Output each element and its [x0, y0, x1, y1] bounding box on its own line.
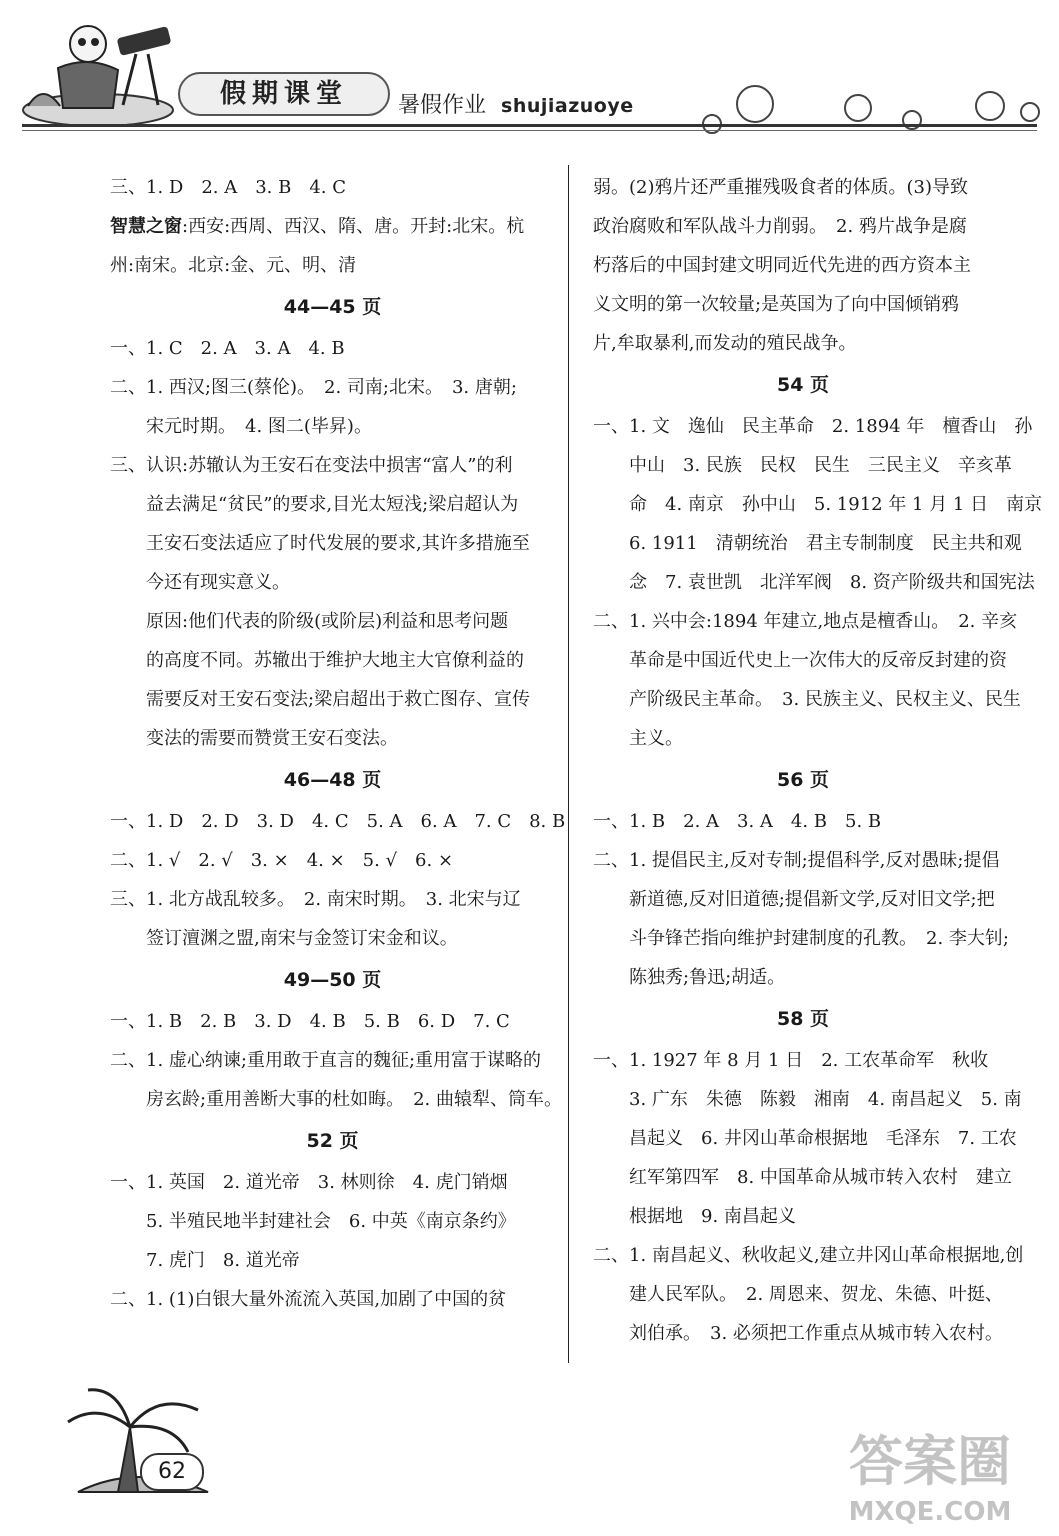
page-header	[0, 0, 1059, 150]
answer-line: 斗争锋芒指向维护封建制度的孔教。 2. 李大钊;	[593, 928, 1009, 949]
header-subtitle-cn: 暑假作业	[398, 93, 487, 118]
answer-line: 3. 广东 朱德 陈毅 湘南 4. 南昌起义 5. 南	[593, 1089, 1022, 1110]
answer-line: 州:南宋。北京:金、元、明、清	[110, 255, 357, 276]
watermark-url: MXQE.COM	[848, 1497, 1012, 1527]
answer-line: 6. 1911 清朝统治 君主专制制度 民主共和观	[593, 533, 1022, 554]
answer-line: 新道德,反对旧道德;提倡新文学,反对旧文学;把	[593, 889, 995, 910]
answer-line: 主义。	[593, 728, 683, 749]
answer-line: 一、1. B 2. B 3. D 4. B 5. B 6. D 7. C	[110, 1011, 510, 1032]
answer-line: 中山 3. 民族 民权 民生 三民主义 辛亥革	[593, 455, 1012, 476]
header-badge-title: 假期课堂	[178, 72, 390, 116]
answer-line: 三、认识:苏辙认为王安石在变法中损害“富人”的利	[110, 455, 513, 476]
right-column	[593, 168, 1043, 1353]
header-rule-thin	[22, 130, 1037, 131]
page-number: 62	[140, 1453, 204, 1491]
answer-line: 革命是中国近代史上一次伟大的反帝反封建的资	[593, 650, 1007, 671]
answer-line	[110, 207, 555, 246]
answer-line: 一、1. 1927 年 8 月 1 日 2. 工农革命军 秋收	[593, 1050, 989, 1071]
answer-line: 二、1. √ 2. √ 3. × 4. × 5. √ 6. ×	[110, 850, 454, 871]
bold-label: 智慧之窗	[110, 216, 182, 237]
answer-line: 朽落后的中国封建文明同近代先进的西方资本主	[593, 255, 971, 276]
answer-line: 片,牟取暴利,而发动的殖民战争。	[593, 333, 857, 354]
answer-line: 宋元时期。 4. 图二(毕昇)。	[110, 416, 372, 437]
answer-line: 刘伯承。 3. 必须把工作重点从城市转入农村。	[593, 1323, 1003, 1344]
answer-line: 的高度不同。苏辙出于维护大地主大官僚利益的	[110, 650, 524, 671]
answer-line: 二、1. 南昌起义、秋收起义,建立井冈山革命根据地,创	[593, 1245, 1024, 1266]
answer-line: 一、1. B 2. A 3. A 4. B 5. B	[593, 811, 882, 832]
answer-line: 一、1. 英国 2. 道光帝 3. 林则徐 4. 虎门销烟	[110, 1172, 508, 1193]
answer-line: 二、1. 虚心纳谏;重用敢于直言的魏征;重用富于谋略的	[110, 1050, 542, 1071]
answer-line: 三、1. 北方战乱较多。 2. 南宋时期。 3. 北宋与辽	[110, 889, 521, 910]
answer-line: 产阶级民主革命。 3. 民族主义、民权主义、民生	[593, 689, 1021, 710]
answer-line: 需要反对王安石变法;梁启超出于救亡图存、宣传	[110, 689, 531, 710]
answer-line: 二、1. 提倡民主,反对专制;提倡科学,反对愚昧;提倡	[593, 850, 1000, 871]
answer-line: 建人民军队。 2. 周恩来、贺龙、朱德、叶挺、	[593, 1284, 1003, 1305]
answer-text: :西安:西周、西汉、隋、唐。开封:北宋。杭	[182, 216, 525, 237]
bubble-decoration	[690, 82, 1050, 142]
section-heading: 46—48 页	[283, 769, 382, 791]
answer-line: 义文明的第一次较量;是英国为了向中国倾销鸦	[593, 294, 960, 315]
answer-line: 二、1. (1)白银大量外流流入英国,加剧了中国的贫	[110, 1289, 507, 1310]
mascot-telescope-illustration	[18, 10, 178, 128]
column-divider	[568, 165, 569, 1363]
watermark-logo	[820, 1420, 1040, 1530]
answer-line: 变法的需要而赞赏王安石变法。	[110, 728, 398, 749]
answer-line: 原因:他们代表的阶级(或阶层)利益和思考问题	[110, 611, 509, 632]
answer-line: 房玄龄;重用善断大事的杜如晦。 2. 曲辕犁、筒车。	[110, 1089, 562, 1110]
section-heading: 54 页	[776, 374, 830, 396]
answer-line: 益去满足“贫民”的要求,目光太短浅;梁启超认为	[110, 494, 519, 515]
watermark-cn: 答案圈	[849, 1430, 1011, 1493]
answer-line: 5. 半殖民地半封建社会 6. 中英《南京条约》	[110, 1211, 516, 1232]
header-rule	[22, 124, 1037, 127]
header-subtitle	[398, 88, 634, 119]
section-heading: 58 页	[776, 1008, 830, 1030]
section-heading: 44—45 页	[283, 296, 382, 318]
answer-line: 根据地 9. 南昌起义	[593, 1206, 796, 1227]
answer-line: 二、1. 西汉;图三(蔡伦)。 2. 司南;北宋。 3. 唐朝;	[110, 377, 517, 398]
answer-line: 昌起义 6. 井冈山革命根据地 毛泽东 7. 工农	[593, 1128, 1017, 1149]
answer-line: 命 4. 南京 孙中山 5. 1912 年 1 月 1 日 南京	[593, 494, 1043, 515]
answer-line: 红军第四军 8. 中国革命从城市转入农村 建立	[593, 1167, 1012, 1188]
answer-line: 陈独秀;鲁迅;胡适。	[593, 967, 786, 988]
answer-line: 一、1. D 2. D 3. D 4. C 5. A 6. A 7. C 8. B	[110, 811, 566, 832]
answer-line: 弱。(2)鸦片还严重摧残吸食者的体质。(3)导致	[593, 177, 968, 198]
answer-line: 政治腐败和军队战斗力削弱。 2. 鸦片战争是腐	[593, 216, 967, 237]
answer-line: 今还有现实意义。	[110, 572, 290, 593]
section-heading: 56 页	[776, 769, 830, 791]
left-column	[110, 168, 566, 1319]
answer-line: 一、1. C 2. A 3. A 4. B	[110, 338, 345, 359]
answer-line: 一、1. 文 逸仙 民主革命 2. 1894 年 檀香山 孙	[593, 416, 1033, 437]
answer-line: 二、1. 兴中会:1894 年建立,地点是檀香山。 2. 辛亥	[593, 611, 1018, 632]
section-heading: 52 页	[306, 1130, 359, 1152]
answer-line: 签订澶渊之盟,南宋与金签订宋金和议。	[110, 928, 458, 949]
answer-line: 王安石变法适应了时代发展的要求,其许多措施至	[110, 533, 530, 554]
answer-line: 7. 虎门 8. 道光帝	[110, 1250, 300, 1271]
answer-line: 三、1. D 2. A 3. B 4. C	[110, 177, 347, 198]
header-subtitle-roman: shujiazuoye	[501, 95, 634, 117]
section-heading: 49—50 页	[283, 969, 382, 991]
answer-line: 念 7. 袁世凯 北洋军阀 8. 资产阶级共和国宪法	[593, 572, 1035, 593]
